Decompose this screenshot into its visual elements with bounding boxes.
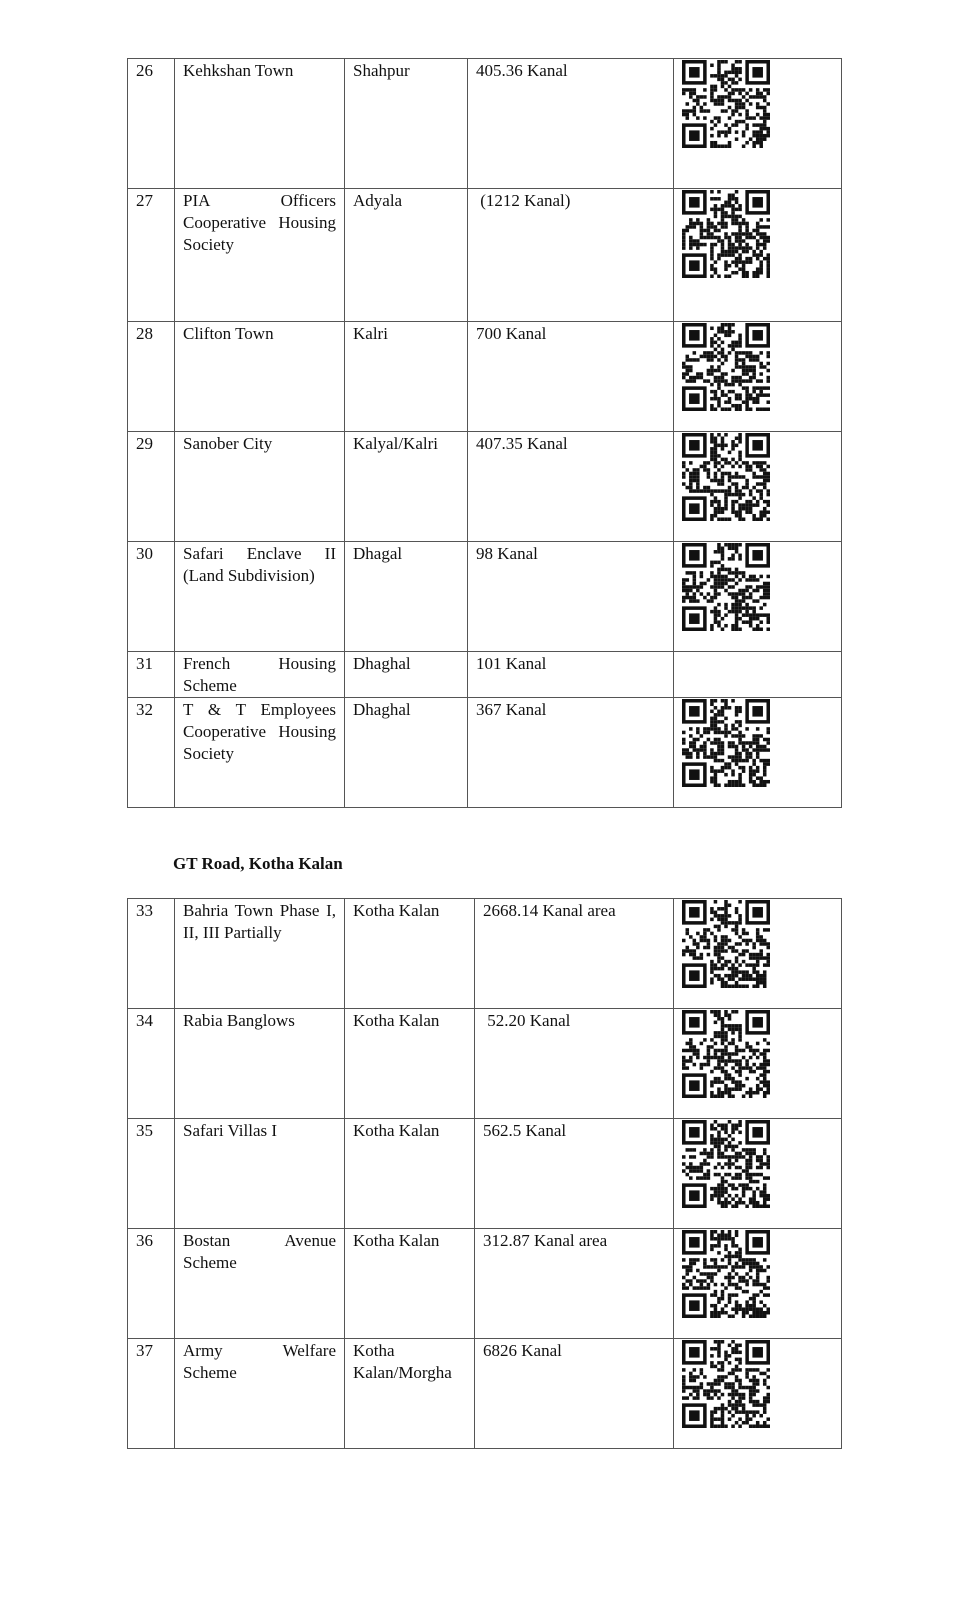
row-number: 35 bbox=[128, 1119, 175, 1229]
qr-code-cell-empty bbox=[674, 652, 842, 698]
table-row bbox=[128, 652, 842, 698]
qr-code-icon[interactable] bbox=[682, 543, 770, 631]
table-row bbox=[128, 1119, 842, 1229]
section-title: GT Road, Kotha Kalan bbox=[173, 854, 343, 873]
qr-code-cell bbox=[674, 432, 842, 542]
row-number: 34 bbox=[128, 1009, 175, 1119]
qr-code-icon[interactable] bbox=[682, 1010, 770, 1098]
row-number: 28 bbox=[128, 322, 175, 432]
table-row bbox=[128, 1009, 842, 1119]
scheme-name: Clifton Town bbox=[175, 322, 345, 432]
schemes-table-2 bbox=[127, 898, 842, 1449]
scheme-name: T & T Employees Cooperative Housing Society bbox=[175, 698, 345, 808]
table-row bbox=[128, 59, 842, 189]
qr-code-icon[interactable] bbox=[682, 1120, 770, 1208]
row-number: 37 bbox=[128, 1339, 175, 1449]
mouza-name: Adyala bbox=[345, 189, 468, 322]
area-value: 52.20 Kanal bbox=[475, 1009, 674, 1119]
qr-code-cell bbox=[674, 1119, 842, 1229]
scheme-name: PIA Officers Cooperative Housing Society bbox=[175, 189, 345, 322]
scheme-name: Sanober City bbox=[175, 432, 345, 542]
row-number: 36 bbox=[128, 1229, 175, 1339]
mouza-name: Shahpur bbox=[345, 59, 468, 189]
area-value: 367 Kanal bbox=[468, 698, 674, 808]
row-number: 31 bbox=[128, 652, 175, 698]
qr-code-icon[interactable] bbox=[682, 60, 770, 148]
qr-code-cell bbox=[674, 1229, 842, 1339]
table-row bbox=[128, 542, 842, 652]
mouza-name: Dhaghal bbox=[345, 698, 468, 808]
area-value: 312.87 Kanal area bbox=[475, 1229, 674, 1339]
area-value: 98 Kanal bbox=[468, 542, 674, 652]
mouza-name: Dhagal bbox=[345, 542, 468, 652]
qr-code-icon[interactable] bbox=[682, 699, 770, 787]
scheme-name: Kehkshan Town bbox=[175, 59, 345, 189]
table-row bbox=[128, 1229, 842, 1339]
qr-code-icon[interactable] bbox=[682, 190, 770, 278]
scheme-name: French Housing Scheme bbox=[175, 652, 345, 698]
mouza-name: Dhaghal bbox=[345, 652, 468, 698]
row-number: 29 bbox=[128, 432, 175, 542]
qr-code-cell bbox=[674, 189, 842, 322]
area-value: 407.35 Kanal bbox=[468, 432, 674, 542]
qr-code-cell bbox=[674, 59, 842, 189]
qr-code-cell bbox=[674, 322, 842, 432]
row-number: 26 bbox=[128, 59, 175, 189]
table-row bbox=[128, 432, 842, 542]
scheme-name: Rabia Banglows bbox=[175, 1009, 345, 1119]
qr-code-cell bbox=[674, 899, 842, 1009]
row-number: 33 bbox=[128, 899, 175, 1009]
area-value: 562.5 Kanal bbox=[475, 1119, 674, 1229]
table-row bbox=[128, 322, 842, 432]
qr-code-icon[interactable] bbox=[682, 323, 770, 411]
table-row bbox=[128, 698, 842, 808]
row-number: 27 bbox=[128, 189, 175, 322]
qr-code-icon[interactable] bbox=[682, 433, 770, 521]
area-value: 700 Kanal bbox=[468, 322, 674, 432]
area-value: (1212 Kanal) bbox=[468, 189, 674, 322]
row-number: 32 bbox=[128, 698, 175, 808]
row-number: 30 bbox=[128, 542, 175, 652]
mouza-name: Kotha Kalan bbox=[345, 1229, 475, 1339]
qr-code-icon[interactable] bbox=[682, 1340, 770, 1428]
mouza-name: Kotha Kalan bbox=[345, 1009, 475, 1119]
table-row bbox=[128, 899, 842, 1009]
qr-code-cell bbox=[674, 698, 842, 808]
table-row bbox=[128, 1339, 842, 1449]
scheme-name: Army Welfare Scheme bbox=[175, 1339, 345, 1449]
area-value: 405.36 Kanal bbox=[468, 59, 674, 189]
qr-code-cell bbox=[674, 1009, 842, 1119]
qr-code-cell bbox=[674, 542, 842, 652]
scheme-name: Bahria Town Phase I, II, III Partially bbox=[175, 899, 345, 1009]
mouza-name: Kalyal/Kalri bbox=[345, 432, 468, 542]
mouza-name: Kotha Kalan bbox=[345, 1119, 475, 1229]
qr-code-icon[interactable] bbox=[682, 1230, 770, 1318]
area-value: 2668.14 Kanal area bbox=[475, 899, 674, 1009]
schemes-table-1 bbox=[127, 58, 842, 808]
area-value: 6826 Kanal bbox=[475, 1339, 674, 1449]
mouza-name: Kotha Kalan bbox=[345, 899, 475, 1009]
mouza-name: Kalri bbox=[345, 322, 468, 432]
table-row bbox=[128, 189, 842, 322]
scheme-name: Safari Villas I bbox=[175, 1119, 345, 1229]
scheme-name: Bostan Avenue Scheme bbox=[175, 1229, 345, 1339]
qr-code-cell bbox=[674, 1339, 842, 1449]
scheme-name: Safari Enclave II (Land Subdivision) bbox=[175, 542, 345, 652]
qr-code-icon[interactable] bbox=[682, 900, 770, 988]
mouza-name: Kotha Kalan/Morgha bbox=[345, 1339, 475, 1449]
area-value: 101 Kanal bbox=[468, 652, 674, 698]
